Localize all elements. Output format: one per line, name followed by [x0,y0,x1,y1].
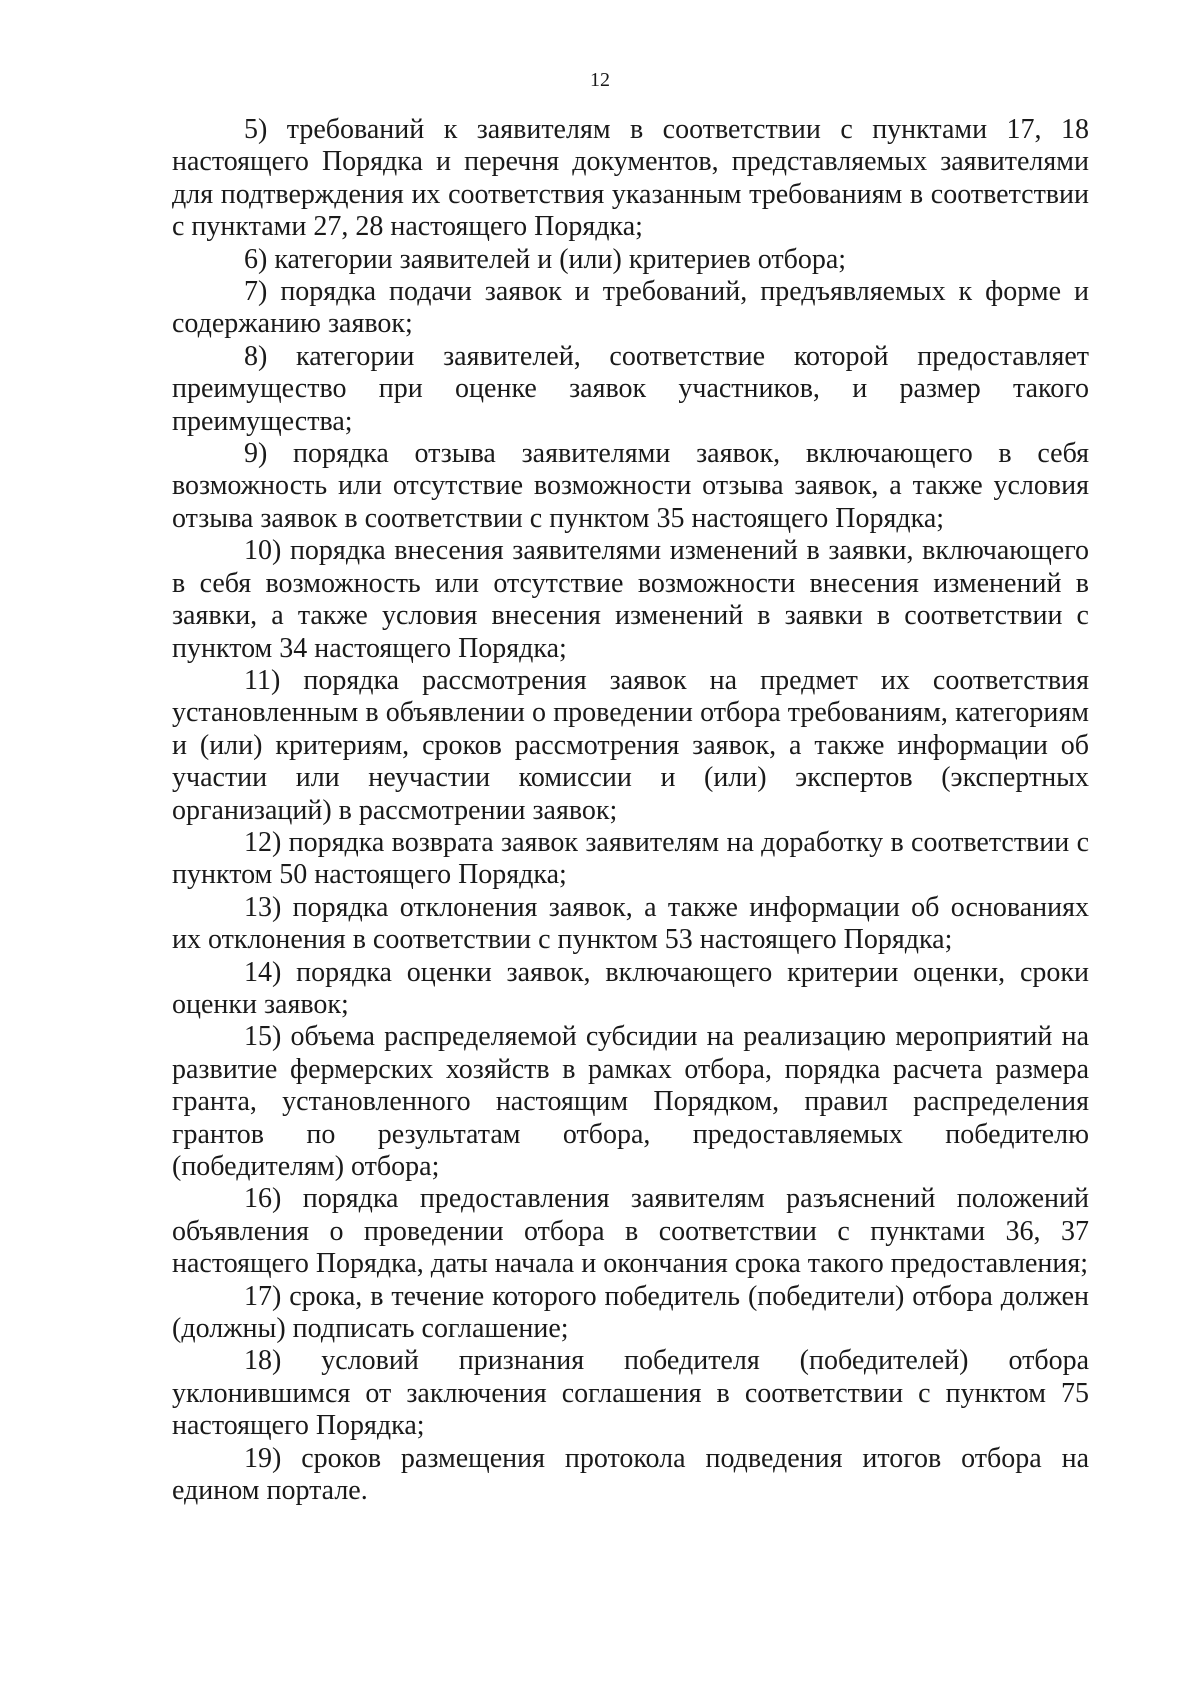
list-item-16: 16) порядка предоставления заявителям разъяснений положений объявления о проведении отбора в соответствии с пунктами 36, 37 настоящего Порядка, даты начала и окончания срока такого предоставления; [172,1183,1089,1280]
page-number: 12 [590,69,610,91]
list-item-15: 15) объема распределяемой субсидии на реализацию мероприятий на развитие фермерских хозяйств в рамках отбора, порядка расчета размера гранта, установленного настоящим Порядком, правил распределения грантов по результатам отбора, предоставляемых победителю (победителям) отбора; [172,1021,1089,1182]
list-item-17: 17) срока, в течение которого победитель (победители) отбора должен (должны) подписать соглашение; [172,1280,1089,1345]
list-item-14: 14) порядка оценки заявок, включающего критерии оценки, сроки оценки заявок; [172,956,1089,1020]
list-item-5: 5) требований к заявителям в соответствии с пунктами 17, 18 настоящего Порядка и перечня документов, представляемых заявителями для подтверждения их соответствия указанным требованиям в соответствии с пунктами 27, 28 настоящего Порядка; [172,114,1089,243]
list-item-8: 8) категории заявителей, соответствие которой предоставляет преимущество при оценке заявок участников, и размер такого преимущества; [172,340,1089,437]
list-item-18: 18) условий признания победителя (победителей) отбора уклонившимся от заключения соглашения в соответствии с пунктом 75 настоящего Порядка; [172,1345,1089,1442]
list-item-10: 10) порядка внесения заявителями изменений в заявки, включающего в себя возможность или отсутствие возможности внесения изменений в заявки, а также условия внесения изменений в заявки в соответствии с пунктом 34 настоящего Порядка; [172,535,1089,664]
list-item-11: 11) порядка рассмотрения заявок на предмет их соответствия установленным в объявлении о проведении отбора требованиям, категориям и (или) критериям, сроков рассмотрения заявок, а также информации об участии или неучастии комиссии и (или) экспертов (экспертных организаций) в рассмотрении заявок; [172,664,1089,826]
list-item-12: 12) порядка возврата заявок заявителям на доработку в соответствии с пунктом 50 настоящего Порядка; [172,826,1089,891]
document-body [172,114,1089,1507]
list-item-6: 6) категории заявителей и (или) критериев отбора; [244,243,847,275]
list-item-19: 19) сроков размещения протокола подведения итогов отбора на едином портале. [172,1442,1089,1507]
list-item-13: 13) порядка отклонения заявок, а также информации об основаниях их отклонения в соответствии с пунктом 53 настоящего Порядка; [172,891,1089,956]
list-item-7: 7) порядка подачи заявок и требований, предъявляемых к форме и содержанию заявок; [172,276,1089,340]
list-item-9: 9) порядка отзыва заявителями заявок, включающего в себя возможность или отсутствие возможности отзыва заявок, а также условия отзыва заявок в соответствии с пунктом 35 настоящего Порядка; [172,438,1089,534]
